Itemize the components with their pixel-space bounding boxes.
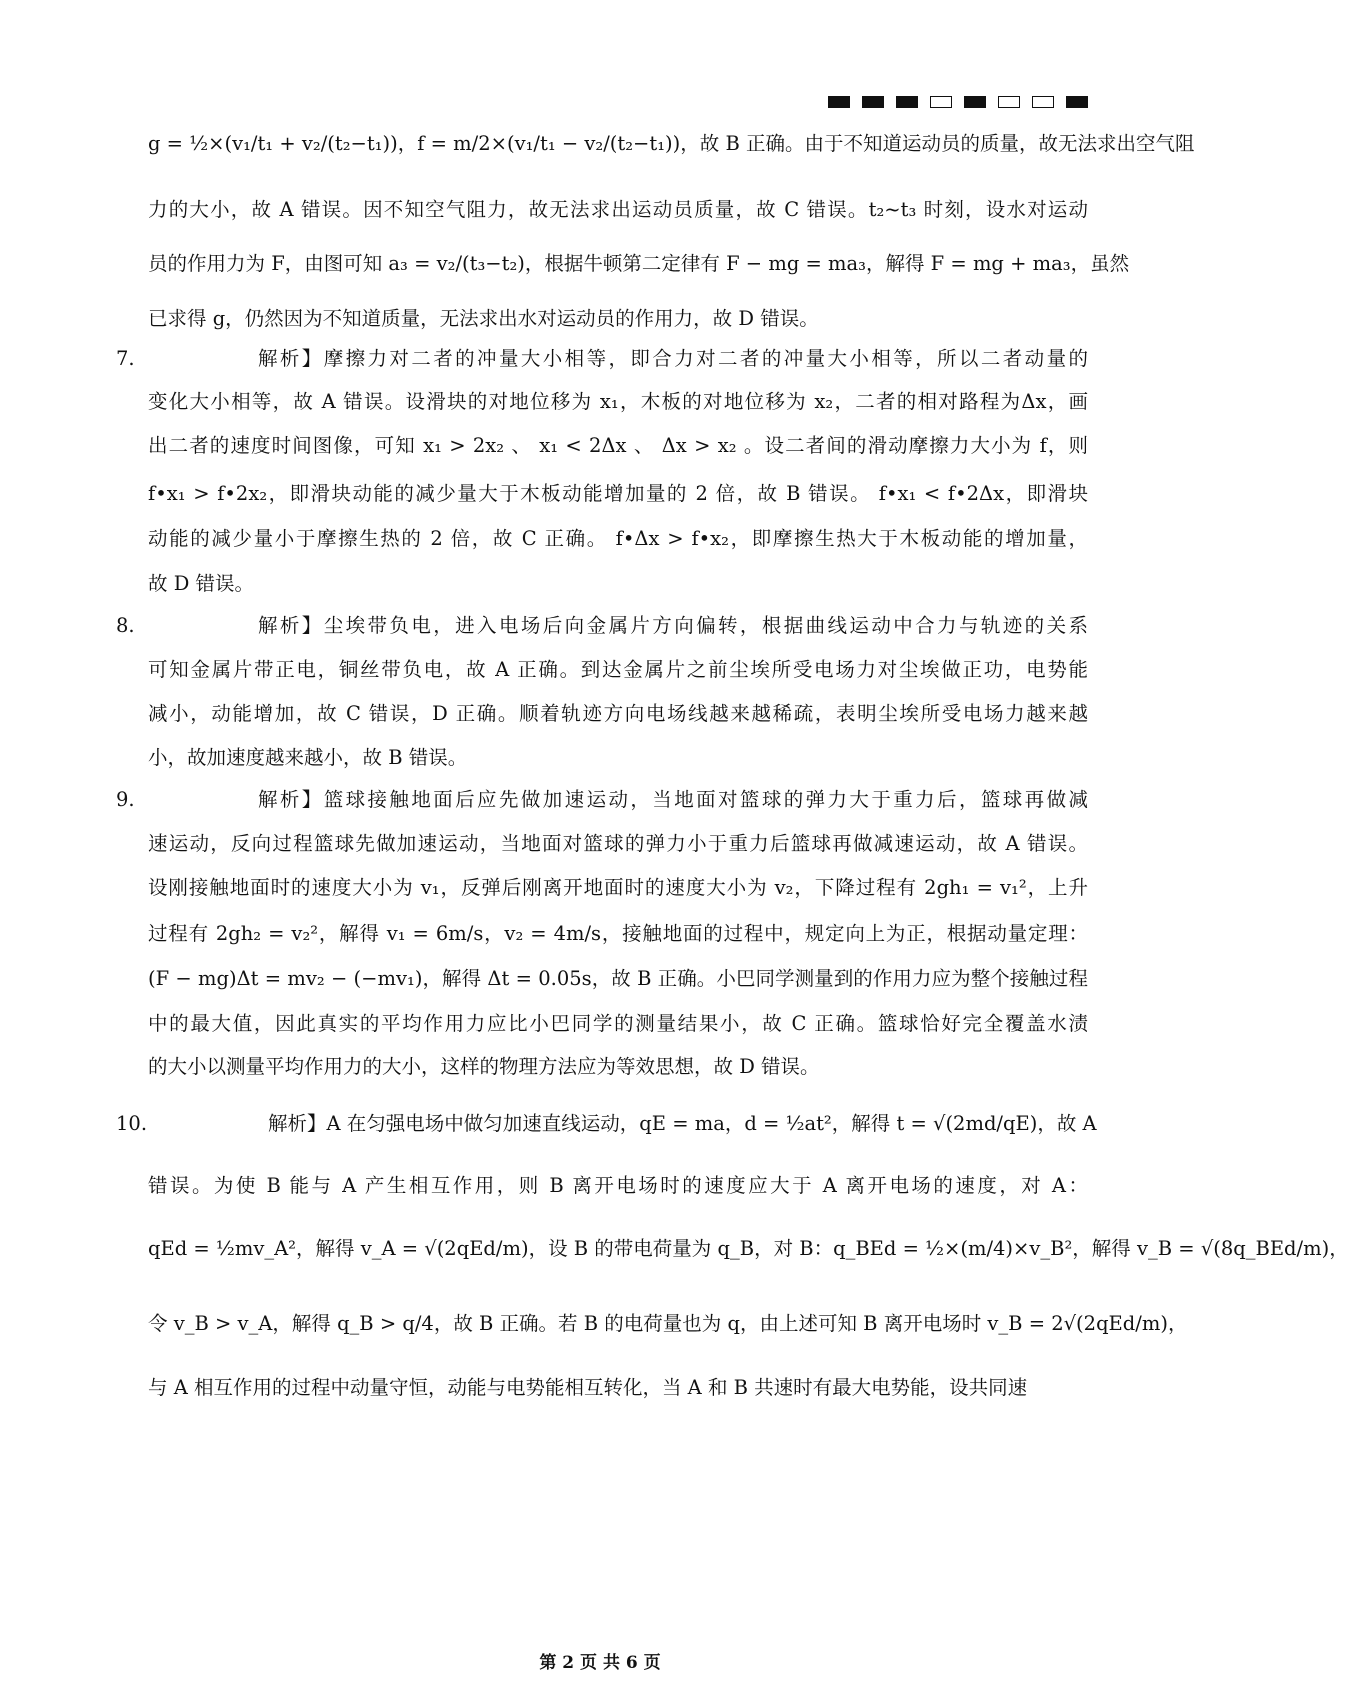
header-mark-filled <box>862 96 884 108</box>
text-line: 解析】A 在匀强电场中做匀加速直线运动，qE = ma，d = ½at²，解得 t = √(2md/qE)，故 A <box>268 1112 1097 1135</box>
text-line: 减小，动能增加，故 C 错误，D 正确。顺着轨迹方向电场线越来越稀疏，表明尘埃所受电场力越来越 <box>148 702 1088 725</box>
text-line: 的大小以测量平均作用力的大小，这样的物理方法应为等效思想，故 D 错误。 <box>148 1055 820 1078</box>
text-line: 过程有 2gh₂ = v₂²，解得 v₁ = 6m/s，v₂ = 4m/s，接触地面的过程中，规定向上为正，根据动量定理： <box>148 922 1088 945</box>
text-line: 错误。为使 B 能与 A 产生相互作用，则 B 离开电场时的速度应大于 A 离开电场的速度，对 A： <box>148 1174 1088 1197</box>
text-line: 速运动，反向过程篮球先做加速运动，当地面对篮球的弹力小于重力后篮球再做减速运动，故 A 错误。 <box>148 832 1088 855</box>
text-line: 可知金属片带正电，铜丝带负电，故 A 正确。到达金属片之前尘埃所受电场力对尘埃做正功，电势能 <box>148 658 1088 681</box>
header-mark-filled <box>896 96 918 108</box>
text-line: 员的作用力为 F，由图可知 a₃ = v₂/(t₃−t₂)，根据牛顿第二定律有 F − mg = ma₃，解得 F = mg + ma₃，虽然 <box>148 252 1130 275</box>
header-marks <box>828 96 1088 108</box>
text-line: qEd = ½mv_A²，解得 v_A = √(2qEd/m)，设 B 的带电荷量为 q_B，对 B：q_BEd = ½×(m/4)×v_B²，解得 v_B = √(8q_BEd/m)， <box>148 1237 1349 1260</box>
text-line: 中的最大值，因此真实的平均作用力应比小巴同学的测量结果小，故 C 正确。篮球恰好完全覆盖水渍 <box>148 1012 1088 1035</box>
text-line: 力的大小，故 A 错误。因不知空气阻力，故无法求出运动员质量，故 C 错误。t₂~t₃ 时刻，设水对运动 <box>148 198 1088 221</box>
question-number: 7. <box>116 347 135 370</box>
header-mark-empty <box>998 96 1020 108</box>
text-line: 解析】摩擦力对二者的冲量大小相等，即合力对二者的冲量大小相等，所以二者动量的 <box>258 347 1088 370</box>
text-line: 设刚接触地面时的速度大小为 v₁，反弹后刚离开地面时的速度大小为 v₂，下降过程有 2gh₁ = v₁²，上升 <box>148 876 1088 899</box>
text-line: 变化大小相等，故 A 错误。设滑块的对地位移为 x₁，木板的对地位移为 x₂，二者的相对路程为Δx，画 <box>148 390 1088 413</box>
text-line: f•x₁ > f•2x₂，即滑块动能的减少量大于木板动能增加量的 2 倍，故 B 错误。 f•x₁ < f•2Δx，即滑块 <box>148 482 1088 505</box>
question-number: 10. <box>116 1112 148 1135</box>
text-line: 与 A 相互作用的过程中动量守恒，动能与电势能相互转化，当 A 和 B 共速时有最大电势能，设共同速 <box>148 1376 1028 1399</box>
question-number: 9. <box>116 788 135 811</box>
text-line: g = ½×(v₁/t₁ + v₂/(t₂−t₁))，f = m/2×(v₁/t₁ − v₂/(t₂−t₁))，故 B 正确。由于不知道运动员的质量，故无法求出空气阻 <box>148 132 1195 155</box>
question-number: 8. <box>116 614 135 637</box>
text-line: 出二者的速度时间图像，可知 x₁ > 2x₂ 、 x₁ < 2Δx 、 Δx > x₂ 。设二者间的滑动摩擦力大小为 f，则 <box>148 434 1088 457</box>
text-line: 小，故加速度越来越小，故 B 错误。 <box>148 746 468 769</box>
text-line: 解析】篮球接触地面后应先做加速运动，当地面对篮球的弹力大于重力后，篮球再做减 <box>258 788 1088 811</box>
text-line: 令 v_B > v_A，解得 q_B > q/4，故 B 正确。若 B 的电荷量也为 q，由上述可知 B 离开电场时 v_B = 2√(2qEd/m)， <box>148 1312 1188 1335</box>
text-line: 已求得 g，仍然因为不知道质量，无法求出水对运动员的作用力，故 D 错误。 <box>148 307 819 330</box>
text-line: 动能的减少量小于摩擦生热的 2 倍，故 C 正确。 f•Δx > f•x₂，即摩擦生热大于木板动能的增加量， <box>148 527 1088 550</box>
header-mark-filled <box>1066 96 1088 108</box>
header-mark-empty <box>1032 96 1054 108</box>
page-footer: 第 2 页 共 6 页 <box>539 1653 661 1673</box>
header-mark-filled <box>964 96 986 108</box>
header-mark-empty <box>930 96 952 108</box>
text-line: (F − mg)Δt = mv₂ − (−mv₁)，解得 Δt = 0.05s，故 B 正确。小巴同学测量到的作用力应为整个接触过程 <box>148 967 1088 990</box>
header-mark-filled <box>828 96 850 108</box>
text-line: 故 D 错误。 <box>148 572 255 595</box>
text-line: 解析】尘埃带负电，进入电场后向金属片方向偏转，根据曲线运动中合力与轨迹的关系 <box>258 614 1088 637</box>
